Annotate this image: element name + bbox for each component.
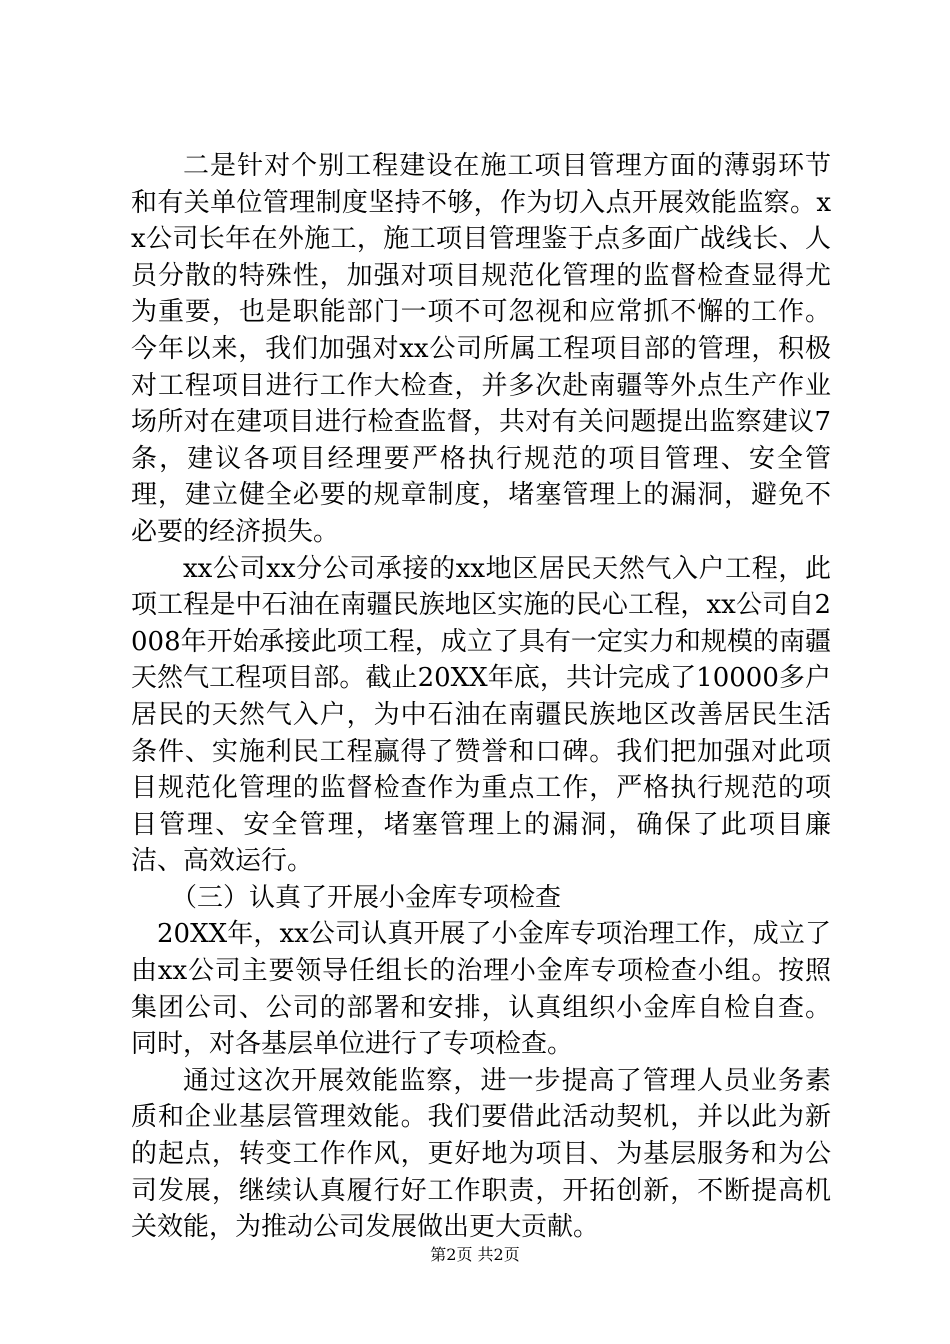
section-heading-small-treasury: （三）认真了开展小金库专项检查 bbox=[171, 882, 562, 913]
paragraph-conclusion: 通过这次开展效能监察，进一步提高了管理人员业务素质和企业基层管理效能。我们要借此活动契机，并以此为新的起点，转变工作作风，更好地为项目、为基层服务和为公司发展，继续认真履行好工作职责，开拓创新，不断提高机关效能，为推动公司发展做出更大贡献。 bbox=[131, 1065, 831, 1243]
paragraph-project-management: 二是针对个别工程建设在施工项目管理方面的薄弱环节和有关单位管理制度坚持不够，作为切入点开展效能监察。xx公司长年在外施工，施工项目管理鉴于点多面广战线长、人员分散的特殊性，加强对项目规范化管理的监督检查显得尤为重要，也是职能部门一项不可忽视和应常抓不懈的工作。今年以来，我们加强对xx公司所属工程项目部的管理，积极对工程项目进行工作大检查，并多次赴南疆等外点生产作业场所对在建项目进行检查监督，共对有关问题提出监察建议7条，建议各项目经理要严格执行规范的项目管理、安全管理，建立健全必要的规章制度，堵塞管理上的漏洞，避免不必要的经济损失。 bbox=[131, 151, 831, 547]
page-number-footer: 第2页 共2页 bbox=[430, 1245, 520, 1264]
paragraph-gas-project: xx公司xx分公司承接的xx地区居民天然气入户工程，此项工程是中石油在南疆民族地区实施的民心工程，xx公司自2008年开始承接此项工程，成立了具有一定实力和规模的南疆天然气工程项目部。截止20XX年底，共计完成了10000多户居民的天然气入户，为中石油在南疆民族地区改善居民生活条件、实施利民工程赢得了赞誉和口碑。我们把加强对此项目规范化管理的监督检查作为重点工作，严格执行规范的项目管理、安全管理，堵塞管理上的漏洞，确保了此项目廉洁、高效运行。 bbox=[131, 553, 831, 877]
document-body bbox=[131, 148, 831, 1246]
paragraph-small-treasury: 20XX年，xx公司认真开展了小金库专项治理工作，成立了由xx公司主要领导任组长的治理小金库专项检查小组。按照集团公司、公司的部署和安排，认真组织小金库自检自查。同时，对各基层单位进行了专项检查。 bbox=[131, 919, 831, 1060]
